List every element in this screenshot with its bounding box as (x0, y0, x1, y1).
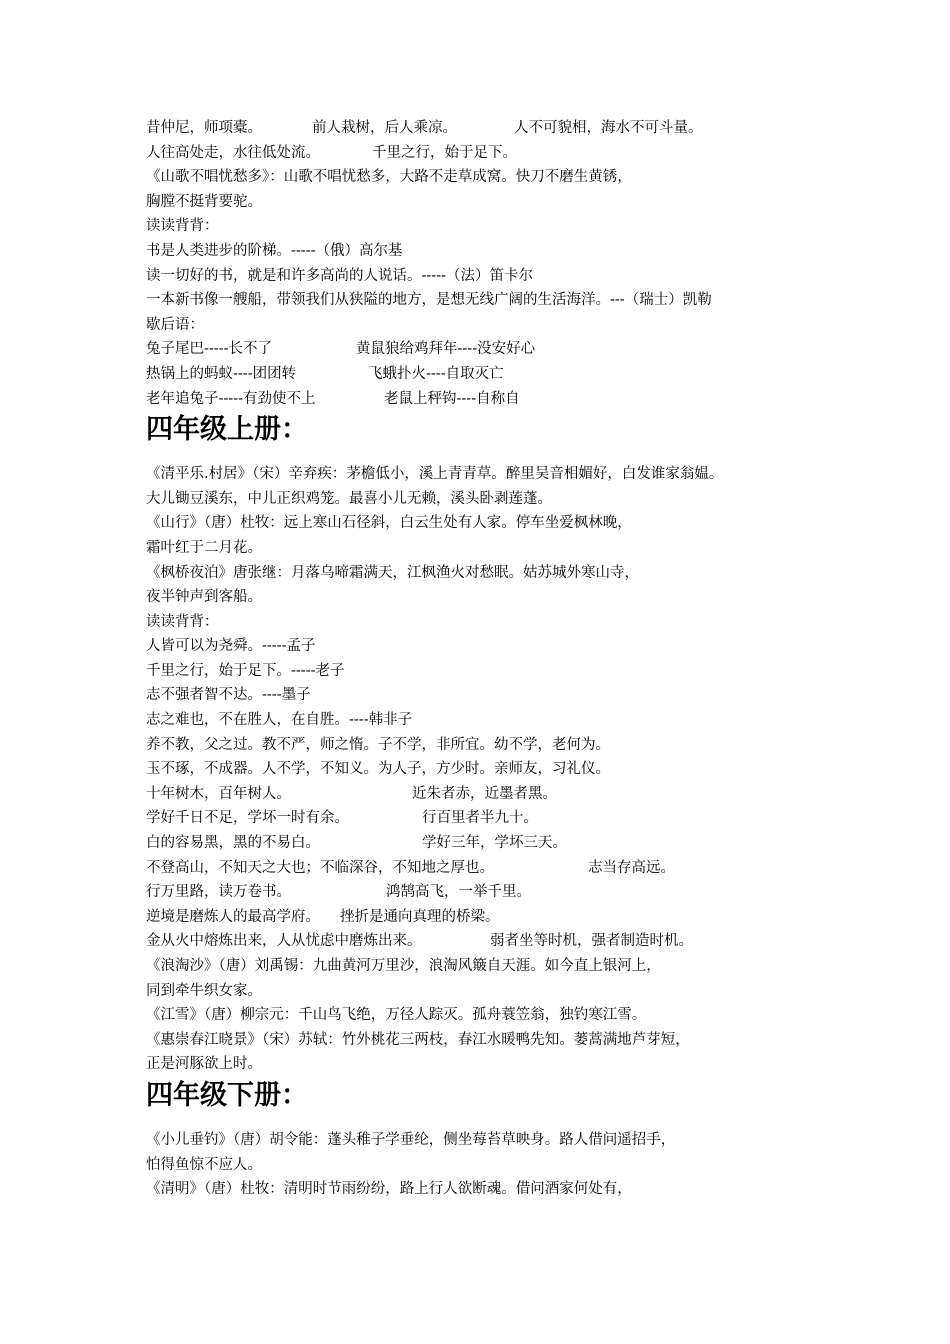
text-line (146, 1052, 846, 1077)
section-heading: 四年级下册： (146, 1079, 308, 1111)
text-segment: 弱者坐等时机，强者制造时机。 (490, 933, 693, 950)
text-segment: 千里之行，始于足下。 (372, 144, 517, 161)
text-segment: 胸膛不挺背要驼。 (146, 193, 262, 210)
text-line (146, 362, 846, 387)
text-line (146, 831, 846, 856)
document-body (146, 116, 846, 1202)
text-segment: 夜半钟声到客船。 (146, 589, 262, 606)
text-segment: 霜叶红于二月花。 (146, 539, 262, 556)
text-segment: 近朱者赤，近墨者黑。 (412, 785, 557, 802)
text-segment: 正是河豚欲上时。 (146, 1056, 262, 1073)
text-line (146, 1153, 846, 1178)
text-line (146, 634, 846, 659)
text-segment: 读读背背： (146, 218, 219, 235)
text-segment: 十年树木，百年树人。 (146, 785, 291, 802)
text-segment: 《山行》（唐）杜牧：远上寒山石径斜，白云生处有人家。停车坐爱枫林晚， (146, 515, 632, 532)
text-segment: 《惠崇春江晓景》（宋）苏轼：竹外桃花三两枝，春江水暖鸭先知。蒌蒿满地芦芽短， (146, 1031, 690, 1048)
text-segment: 书是人类进步的阶梯。-----（俄）高尔基 (146, 242, 403, 259)
text-segment: 一本新书像一艘船，带领我们从狭隘的地方，是想无线广阔的生活海洋。---（瑞士）凯勒 (146, 292, 712, 309)
text-segment: 昔仲尼，师项橐。 (146, 120, 262, 136)
text-line (146, 757, 846, 782)
text-line (146, 387, 846, 412)
text-segment: 老年追兔子-----有劲使不上 (146, 390, 316, 407)
text-segment: 千里之行，始于足下。-----老子 (146, 662, 345, 679)
text-line (146, 116, 846, 141)
text-line (146, 585, 846, 610)
text-line (146, 337, 846, 362)
text-line (146, 659, 846, 684)
text-segment: 行万里路，读万卷书。 (146, 884, 291, 901)
text-segment: 黄鼠狼给鸡拜年----没安好心 (356, 341, 536, 358)
text-segment: 《小儿垂钓》（唐）胡令能：蓬头稚子学垂纶，侧坐莓苔草映身。路人借问遥招手， (146, 1131, 676, 1148)
text-line (146, 165, 846, 190)
text-line (146, 1177, 846, 1202)
text-segment: 《山歌不唱忧愁多》：山歌不唱忧愁多，大路不走草成窝。快刀不磨生黄锈， (146, 169, 632, 186)
text-line (146, 1003, 846, 1028)
text-segment: 读一切好的书，就是和许多高尚的人说话。-----（法）笛卡尔 (146, 267, 533, 284)
text-segment: 志之难也，不在胜人，在自胜。----韩非子 (146, 712, 413, 729)
text-segment: 玉不琢，不成器。人不学，不知义。为人子，方少时。亲师友，习礼仪。 (146, 761, 610, 778)
text-segment: 养不教，父之过。教不严，师之惰。子不学，非所宜。幼不学，老何为。 (146, 736, 610, 753)
text-segment: 人不可貌相，海水不可斗量。 (514, 120, 703, 136)
text-line (146, 683, 846, 708)
text-segment: 热锅上的蚂蚁----团团转 (146, 365, 297, 382)
text-segment: 鸿鹄高飞，一举千里。 (386, 884, 531, 901)
text-segment: 志不强者智不达。----墨子 (146, 687, 311, 704)
text-segment: 白的容易黑，黑的不易白。 (146, 835, 320, 852)
text-line (146, 782, 846, 807)
text-line (146, 1028, 846, 1053)
text-segment: 飞蛾扑火----自取灭亡 (368, 365, 504, 382)
text-line (146, 979, 846, 1004)
text-line (146, 511, 846, 536)
text-line (146, 1128, 846, 1153)
text-line (146, 806, 846, 831)
text-segment: 逆境是磨炼人的最高学府。 (146, 908, 320, 925)
text-segment: 同到牵牛织女家。 (146, 982, 262, 999)
text-line (146, 929, 846, 954)
text-line (146, 856, 846, 881)
text-segment: 学好千日不足，学坏一时有余。 (146, 810, 349, 827)
text-segment: 行百里者半九十。 (422, 810, 538, 827)
text-segment: 不登高山，不知天之大也；不临深谷，不知地之厚也。 (146, 859, 494, 876)
text-segment: 兔子尾巴-----长不了 (146, 341, 272, 358)
text-line (146, 536, 846, 561)
text-line (146, 561, 846, 586)
text-line (146, 190, 846, 215)
text-segment: 《江雪》（唐）柳宗元：千山鸟飞绝，万径人踪灭。孤舟蓑笠翁，独钓寒江雪。 (146, 1007, 647, 1024)
text-segment: 金从火中熔炼出来，人从忧虑中磨炼出来。 (146, 933, 422, 950)
text-line (146, 610, 846, 635)
text-line (146, 462, 846, 487)
text-segment: 人往高处走，水往低处流。 (146, 144, 320, 161)
text-line (146, 708, 846, 733)
text-line (146, 141, 846, 166)
text-line (146, 733, 846, 758)
text-segment: 志当存高远。 (588, 859, 675, 876)
text-segment: 怕得鱼惊不应人。 (146, 1156, 262, 1173)
text-segment: 歇后语： (146, 316, 204, 333)
section-heading: 四年级上册： (146, 414, 308, 446)
text-line (146, 313, 846, 338)
text-segment: 学好三年，学坏三天。 (422, 835, 567, 852)
text-line (146, 905, 846, 930)
text-line (146, 954, 846, 979)
text-segment: 读读背背： (146, 613, 219, 630)
text-segment: 老鼠上秤钩----自称自 (384, 390, 520, 407)
text-segment: 《浪淘沙》（唐）刘禹锡：九曲黄河万里沙，浪淘风簸自天涯。如今直上银河上， (146, 958, 661, 974)
text-segment: 大儿锄豆溪东，中儿正织鸡笼。最喜小儿无赖，溪头卧剥莲蓬。 (146, 490, 552, 507)
text-line (146, 264, 846, 289)
text-segment: 《枫桥夜泊》唐张继：月落乌啼霜满天，江枫渔火对愁眠。姑苏城外寒山寺， (146, 564, 639, 581)
text-segment: 《清明》（唐）杜牧：清明时节雨纷纷，路上行人欲断魂。借问酒家何处有， (146, 1181, 632, 1198)
text-line (146, 487, 846, 512)
text-line (146, 880, 846, 905)
text-segment: 人皆可以为尧舜。-----孟子 (146, 638, 316, 655)
text-line (146, 288, 846, 313)
text-segment: 挫折是通向真理的桥梁。 (340, 908, 500, 925)
text-segment: 《清平乐.村居》（宋）辛弃疾：茅檐低小，溪上青青草。醉里吴音相媚好，白发谁家翁媪。 (146, 466, 724, 483)
text-line (146, 239, 846, 264)
text-segment: 前人栽树，后人乘凉。 (312, 120, 457, 136)
text-line (146, 214, 846, 239)
